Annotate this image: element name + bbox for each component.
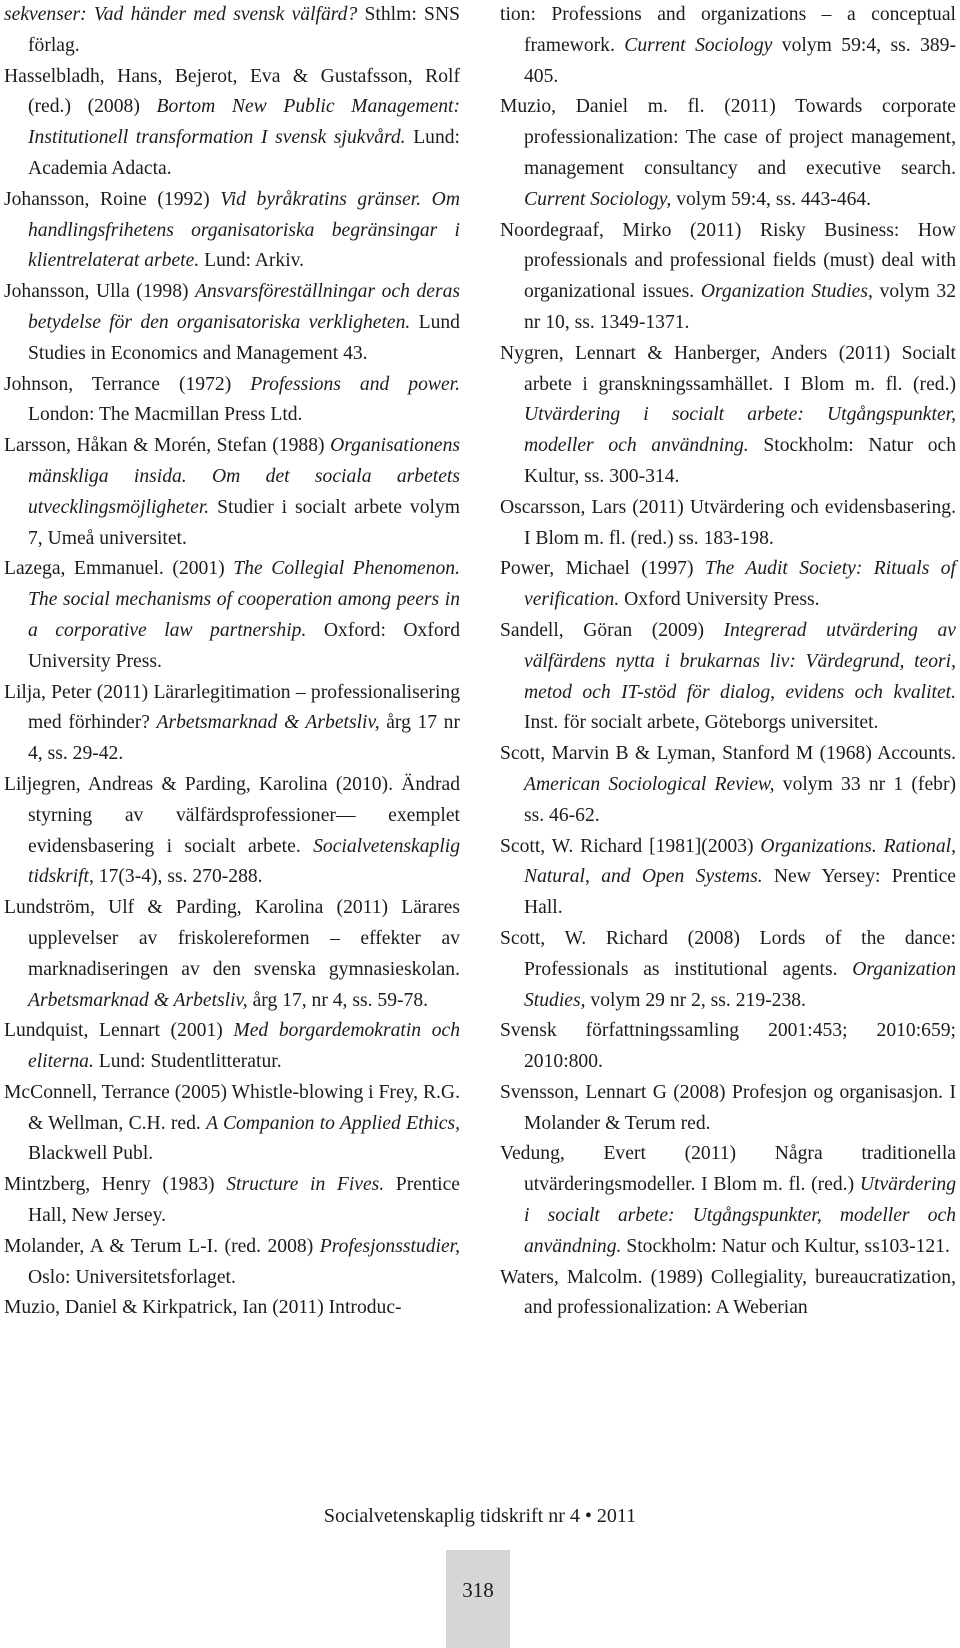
reference-title: Organization Studies, bbox=[700, 281, 873, 303]
reference-text: Lund Studies in Economics and Management 43. bbox=[28, 311, 460, 364]
reference-title: Current Sociology bbox=[624, 34, 773, 56]
reference-title: sekvenser: Vad händer med svensk välfärd? bbox=[4, 4, 358, 25]
reference-text: Lilja, Peter (2011) Lärarlegitimation – professionalisering med förhinder? bbox=[4, 681, 460, 734]
reference-entry bbox=[500, 1263, 956, 1325]
reference-text: årg 17 nr 4, ss. 29-42. bbox=[28, 712, 460, 765]
reference-text: Sthlm: SNS förlag. bbox=[28, 4, 460, 56]
reference-entry bbox=[4, 678, 460, 770]
reference-entry bbox=[4, 554, 460, 677]
reference-title: Arbetsmarknad & Arbetsliv, bbox=[156, 712, 380, 734]
reference-text: årg 17, nr 4, ss. 59-78. bbox=[247, 989, 429, 1011]
reference-text: Lund: Studentlitteratur. bbox=[93, 1051, 282, 1073]
reference-text: tion: Professions and organizations – a conceptual framework. bbox=[500, 4, 956, 56]
reference-text: Hasselbladh, Hans, Bejerot, Eva & Gustafsson, Rolf (red.) (2008) bbox=[4, 65, 460, 118]
reference-text: Sandell, Göran (2009) bbox=[500, 619, 724, 641]
reference-entry bbox=[500, 554, 956, 616]
reference-text: volym 59:4, ss. 389-405. bbox=[524, 34, 956, 87]
reference-entry bbox=[4, 370, 460, 432]
reference-text: Power, Michael (1997) bbox=[500, 558, 705, 580]
reference-title: Vid byråkratins gränser. Om handlingsfrihetens organisatoriska begränsingar i klientrelaterat arbete. bbox=[28, 188, 460, 272]
reference-text: Vedung, Evert (2011) Några traditionella utvärderingsmodeller. I Blom m. fl. (red.) bbox=[500, 1143, 956, 1196]
reference-text: Waters, Malcolm. (1989) Collegiality, bureaucratization, and professionalization: A Weberian bbox=[500, 1266, 956, 1319]
reference-entry bbox=[4, 431, 460, 554]
reference-entry bbox=[500, 339, 956, 493]
reference-title: Professions and power. bbox=[250, 373, 460, 395]
reference-text: Prentice Hall, New Jersey. bbox=[28, 1174, 460, 1227]
reference-text: Stockholm: Natur och Kultur, ss103-121. bbox=[621, 1235, 950, 1257]
reference-text: Oxford: Oxford University Press. bbox=[28, 619, 461, 672]
reference-title: Ansvarsföreställningar och deras betydelse för den organisatoriska verkligheten. bbox=[28, 281, 461, 333]
reference-text: Oscarsson, Lars (2011) Utvärdering och evidensbasering. I Blom m. fl. (red.) ss. 183-198. bbox=[500, 496, 956, 549]
reference-entry bbox=[4, 1016, 460, 1078]
reference-title: American Sociological Review, bbox=[524, 773, 775, 795]
reference-entry bbox=[4, 770, 460, 893]
reference-entry bbox=[4, 1078, 460, 1170]
reference-entry bbox=[4, 1232, 460, 1294]
journal-footer: Socialvetenskaplig tidskrift nr 4 • 2011 bbox=[323, 1505, 637, 1527]
reference-text: Svensk författningssamling 2001:453; 2010:659; 2010:800. bbox=[500, 1020, 956, 1073]
reference-title: The Collegial Phenomenon. The social mechanisms of cooperation among peers in a corporative law partnership. bbox=[28, 558, 460, 641]
reference-title: Profesjonsstudier, bbox=[319, 1235, 460, 1257]
reference-entry bbox=[500, 1078, 956, 1140]
left-column bbox=[4, 0, 460, 1324]
reference-entry bbox=[500, 1016, 956, 1078]
reference-title: Organizations. Rational, Natural, and Open Systems. bbox=[524, 835, 956, 888]
reference-text: Oxford University Press. bbox=[619, 589, 820, 611]
reference-title: The Audit Society: Rituals of verification. bbox=[524, 558, 957, 611]
reference-text: Johansson, Ulla (1998) bbox=[4, 281, 196, 303]
reference-text: Johnson, Terrance (1972) bbox=[4, 373, 251, 395]
reference-text: Studier i socialt arbete volym 7, Umeå universitet. bbox=[28, 496, 460, 549]
reference-text: Muzio, Daniel m. fl. (2011) Towards corporate professionalization: The case of project management, management consultancy and executive search. bbox=[500, 96, 956, 179]
reference-text: Oslo: Universitetsforlaget. bbox=[28, 1266, 236, 1288]
reference-text: Stockholm: Natur och Kultur, ss. 300-314. bbox=[524, 435, 957, 487]
reference-text: Molander, A & Terum L-I. (red. 2008) bbox=[4, 1235, 320, 1257]
reference-text: Svensson, Lennart G (2008) Profesjon og organisasjon. I Molander & Terum red. bbox=[500, 1081, 956, 1134]
reference-entry bbox=[500, 616, 956, 739]
reference-text: Johansson, Roine (1992) bbox=[4, 188, 221, 210]
reference-text: Lazega, Emmanuel. (2001) bbox=[4, 558, 234, 580]
reference-title: Med borgardemokratin och eliterna. bbox=[28, 1020, 460, 1073]
reference-entry bbox=[500, 92, 956, 215]
reference-title: A Companion to Applied Ethics, bbox=[206, 1112, 460, 1134]
reference-text: Blackwell Publ. bbox=[28, 1143, 154, 1165]
reference-text: McConnell, Terrance (2005) Whistle-blowing i Frey, R.G. & Wellman, C.H. red. bbox=[4, 1081, 460, 1134]
reference-text: volym 33 nr 1 (febr) ss. 46-62. bbox=[524, 773, 956, 826]
reference-title: Current Sociology, bbox=[524, 188, 672, 210]
reference-text: volym 59:4, ss. 443-464. bbox=[671, 188, 872, 210]
reference-title: Structure in Fives. bbox=[226, 1174, 385, 1196]
reference-text: Lund: Academia Adacta. bbox=[28, 127, 460, 179]
reference-text: Scott, W. Richard [1981](2003) bbox=[500, 835, 761, 857]
reference-text: Inst. för socialt arbete, Göteborgs universitet. bbox=[524, 712, 879, 734]
reference-text: Lundquist, Lennart (2001) bbox=[4, 1020, 234, 1042]
reference-text: volym 29 nr 2, ss. 219-238. bbox=[585, 989, 806, 1011]
reference-entry bbox=[500, 739, 956, 831]
reference-entry bbox=[500, 1139, 956, 1262]
reference-text: Larsson, Håkan & Morén, Stefan (1988) bbox=[4, 435, 331, 457]
reference-text: Noordegraaf, Mirko (2011) Risky Business: How professionals and professional fields (must) deal with organizational issues. bbox=[500, 219, 956, 303]
reference-entry bbox=[500, 216, 956, 339]
reference-title: Bortom New Public Management: Institutionell transformation I svensk sjukvård. bbox=[28, 96, 460, 149]
reference-text: Scott, W. Richard (2008) Lords of the dance: Professionals as institutional agents. bbox=[500, 927, 956, 980]
reference-entry bbox=[4, 277, 460, 369]
reference-text: Liljegren, Andreas & Parding, Karolina (2010). Ändrad styrning av välfärdsprofessioner— exemplet evidensbasering i socialt arbete. bbox=[4, 773, 460, 857]
reference-title: Integrerad utvärdering av välfärdens nytta i brukarnas liv: Värdegrund, teori, metod och IT-stöd för dialog, evidens och kvalitet. bbox=[524, 619, 956, 703]
reference-text: volym 32 nr 10, ss. 1349-1371. bbox=[524, 281, 957, 333]
page-number: 318 bbox=[462, 1578, 494, 1602]
reference-text: Mintzberg, Henry (1983) bbox=[4, 1174, 227, 1196]
reference-title: Arbetsmarknad & Arbetsliv, bbox=[28, 989, 248, 1011]
reference-text: Nygren, Lennart & Hanberger, Anders (2011) Socialt arbete i granskningssamhället. I Blom m. fl. (red.) bbox=[500, 342, 956, 395]
reference-text: Muzio, Daniel & Kirkpatrick, Ian (2011) Introduc- bbox=[4, 1297, 402, 1319]
reference-title: Organization Studies, bbox=[524, 958, 956, 1011]
reference-entry bbox=[4, 1170, 460, 1232]
reference-title: Socialvetenskaplig tidskrift, bbox=[28, 835, 460, 888]
reference-title: Organisationens mänskliga insida. Om det sociala arbetets utvecklingsmöjligheter. bbox=[28, 435, 460, 518]
reference-title: Utvärdering i socialt arbete: Utgångspunkter, modeller och användning. bbox=[524, 404, 956, 457]
reference-text: Lundström, Ulf & Parding, Karolina (2011) Lärares upplevelser av friskolereformen – effekter av marknadiseringen av den svenska gymnasieskolan. bbox=[4, 897, 460, 980]
reference-entry bbox=[4, 62, 460, 185]
reference-entry bbox=[4, 893, 460, 1016]
reference-entry bbox=[4, 185, 460, 277]
reference-entry bbox=[4, 1293, 460, 1324]
reference-entry bbox=[4, 0, 460, 62]
reference-entry bbox=[500, 0, 956, 92]
right-column bbox=[500, 0, 956, 1324]
reference-text: 17(3-4), ss. 270-288. bbox=[93, 866, 263, 888]
reference-text: New Yersey: Prentice Hall. bbox=[524, 866, 956, 919]
reference-text: Scott, Marvin B & Lyman, Stanford M (1968) Accounts. bbox=[500, 743, 956, 765]
reference-entry bbox=[500, 493, 956, 555]
reference-text: Lund: Arkiv. bbox=[199, 250, 305, 272]
reference-title: Utvärdering i socialt arbete: Utgångspunkter, modeller och användning. bbox=[524, 1174, 956, 1257]
page-number-box bbox=[446, 1550, 510, 1648]
reference-text: London: The Macmillan Press Ltd. bbox=[28, 404, 303, 426]
reference-entry bbox=[500, 924, 956, 1016]
reference-entry bbox=[500, 832, 956, 924]
